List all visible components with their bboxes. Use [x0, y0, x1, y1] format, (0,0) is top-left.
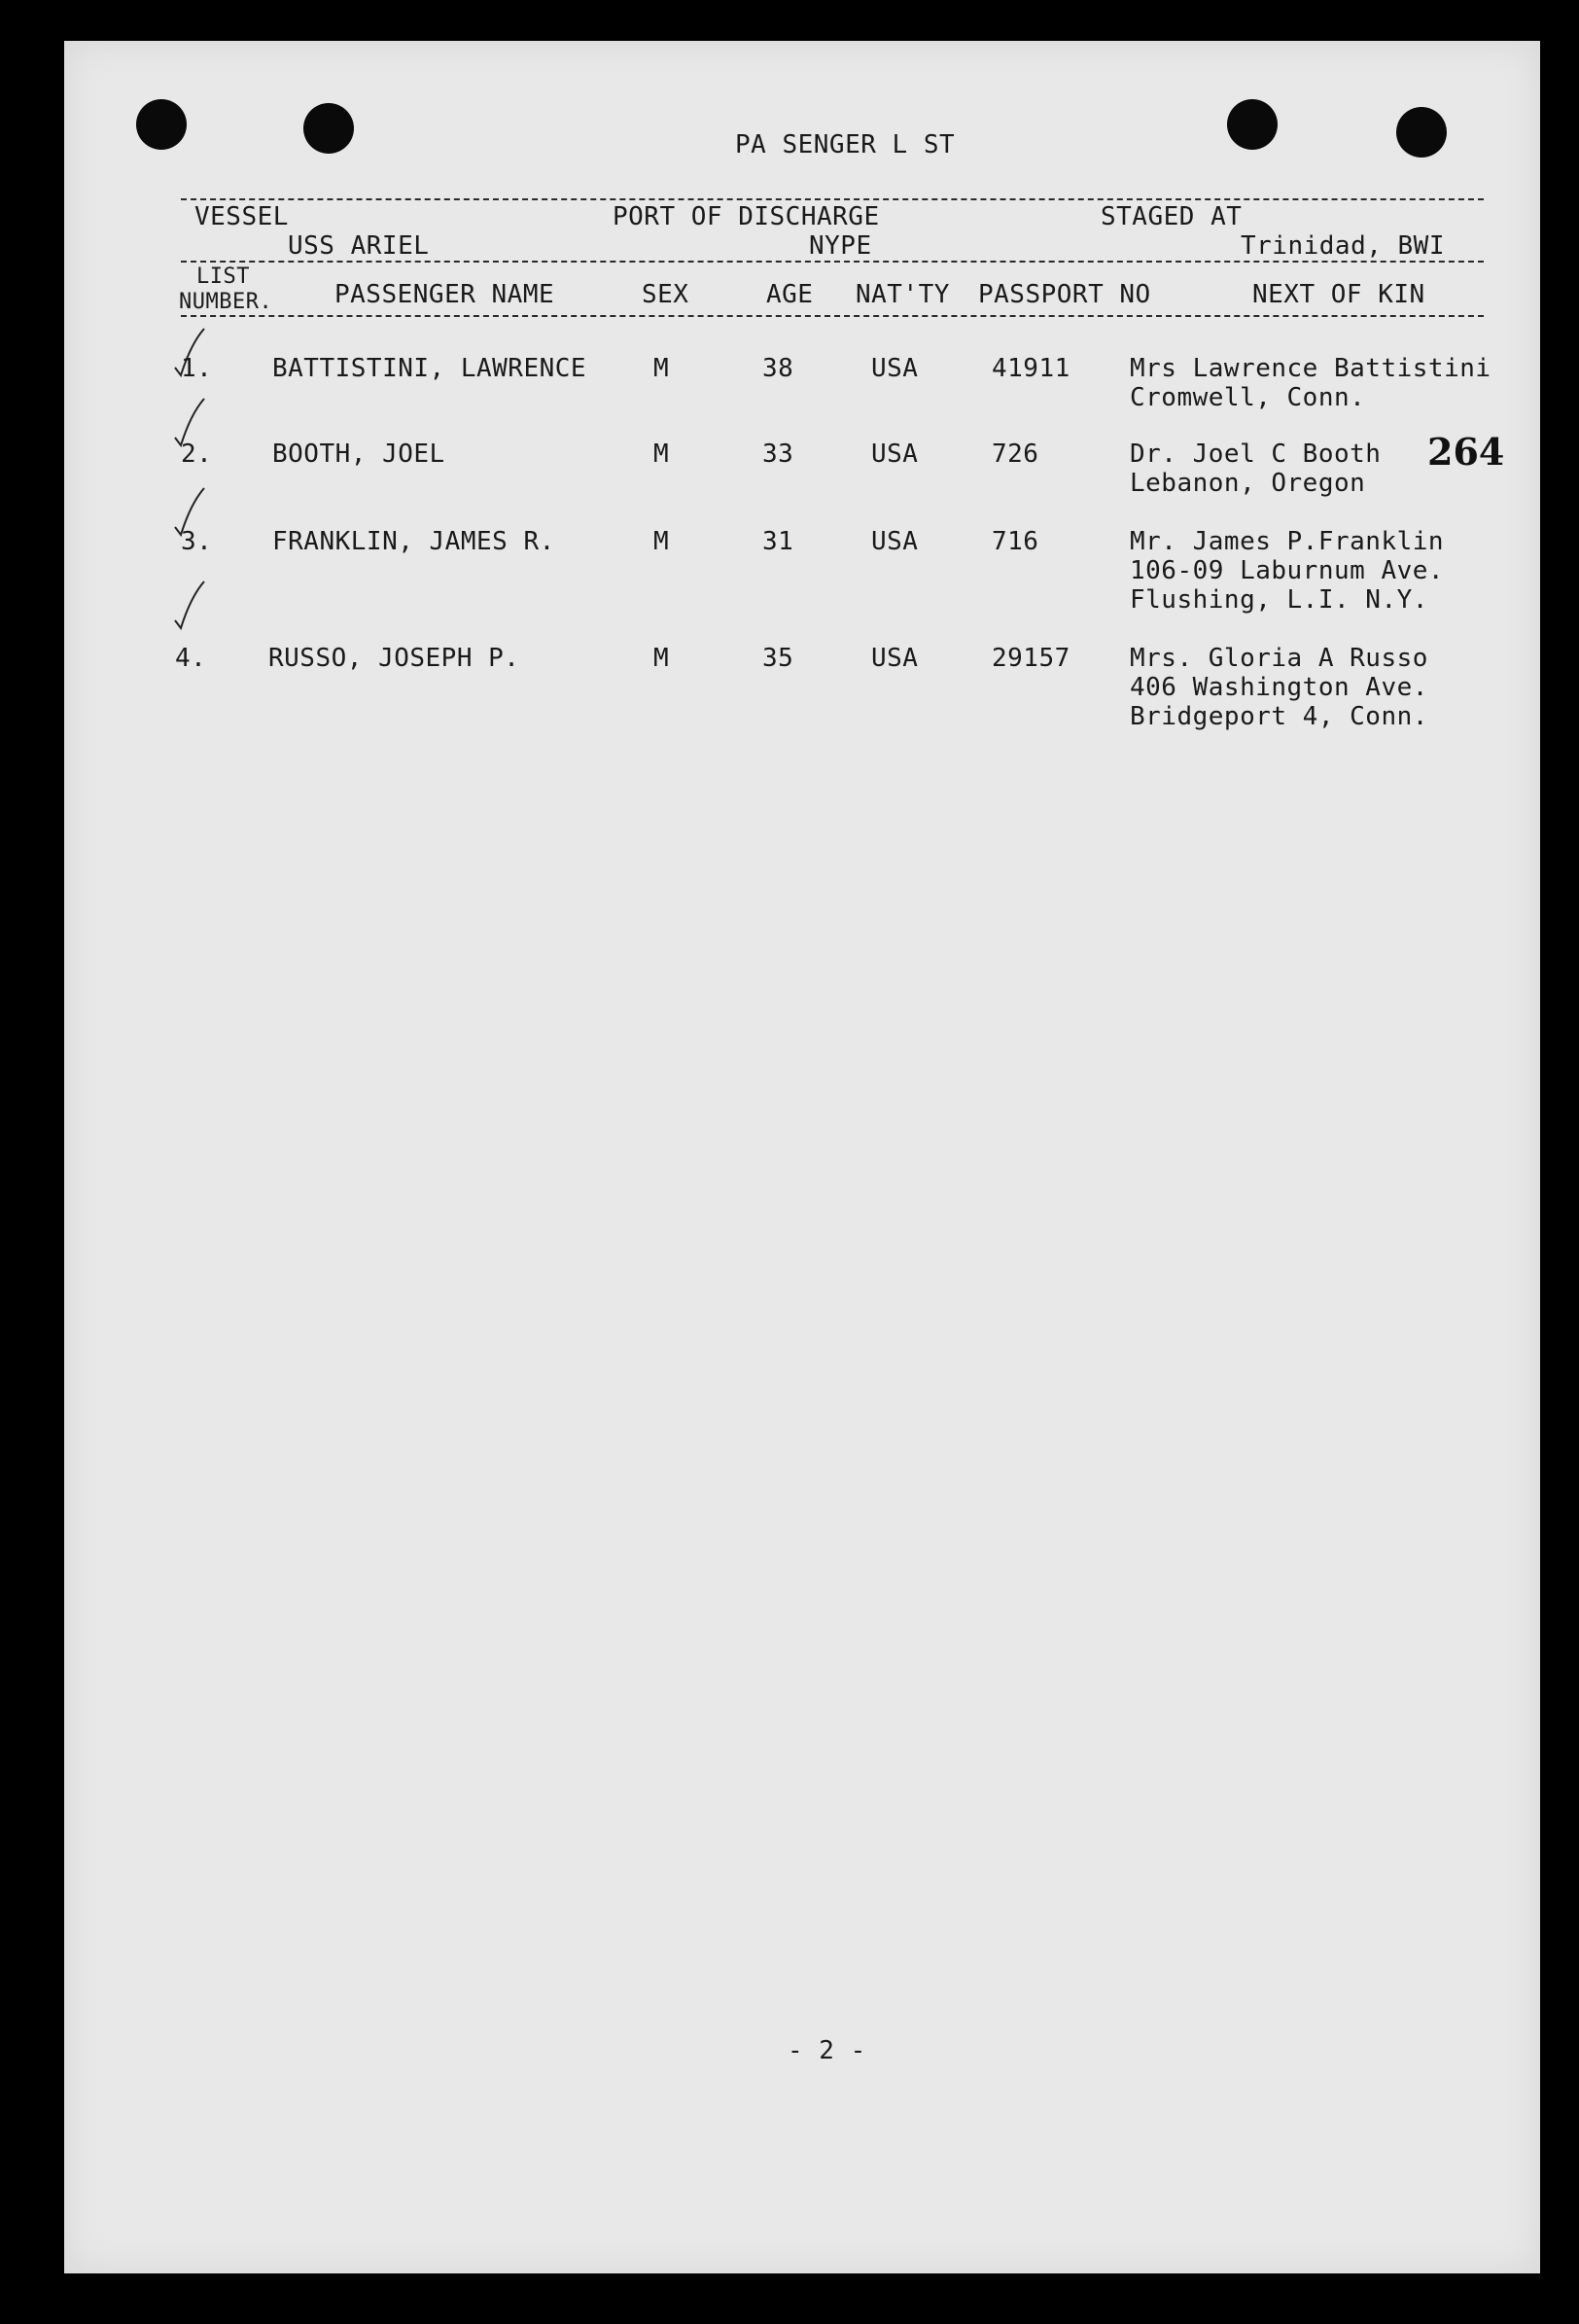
header-value-rule: [181, 261, 1484, 263]
passenger-passport: 726: [992, 440, 1039, 469]
column-passenger-name: PASSENGER NAME: [334, 280, 555, 309]
column-passport: PASSPORT NO: [978, 280, 1151, 309]
punch-hole-left-2: [303, 103, 354, 154]
next-of-kin-line-1: Dr. Joel C Booth: [1130, 440, 1382, 469]
next-of-kin-line-2: 406 Washington Ave.: [1130, 673, 1428, 702]
passenger-number: 1.: [181, 354, 213, 383]
header-top-rule: [181, 198, 1484, 200]
passenger-number: 3.: [181, 527, 213, 556]
punch-hole-right-2: [1396, 107, 1447, 158]
passenger-name: BOOTH, JOEL: [272, 440, 445, 469]
passenger-nationality: USA: [871, 440, 919, 469]
passenger-age: 38: [762, 354, 794, 383]
passenger-nationality: USA: [871, 354, 919, 383]
next-of-kin-line-1: Mrs. Gloria A Russo: [1130, 644, 1428, 673]
column-header-rule: [181, 315, 1484, 317]
passenger-sex: M: [653, 440, 670, 469]
passenger-age: 33: [762, 440, 794, 469]
passenger-nationality: USA: [871, 644, 919, 673]
next-of-kin-line-1: Mr. James P.Franklin: [1130, 527, 1445, 556]
column-list-number-2: NUMBER.: [179, 290, 273, 314]
passenger-nationality: USA: [871, 527, 919, 556]
column-nationality: NAT'TY: [856, 280, 950, 309]
next-of-kin-line-1: Mrs Lawrence Battistini: [1130, 354, 1491, 383]
column-age: AGE: [766, 280, 814, 309]
passenger-number: 2.: [181, 440, 213, 469]
next-of-kin-line-2: Lebanon, Oregon: [1130, 469, 1366, 498]
column-sex: SEX: [642, 280, 689, 309]
document-title: PA SENGER L ST: [735, 130, 956, 159]
stamp-number: 264: [1427, 430, 1505, 474]
column-next-of-kin: NEXT OF KIN: [1252, 280, 1425, 309]
vessel-value: USS ARIEL: [288, 231, 430, 261]
passenger-sex: M: [653, 527, 670, 556]
checkmark-icon: [171, 578, 210, 636]
document-page: [64, 41, 1540, 2273]
passenger-number: 4.: [175, 644, 207, 673]
passenger-sex: M: [653, 354, 670, 383]
passenger-age: 35: [762, 644, 794, 673]
port-value: NYPE: [809, 231, 872, 261]
vessel-label: VESSEL: [194, 202, 289, 231]
next-of-kin-line-3: Flushing, L.I. N.Y.: [1130, 585, 1428, 615]
passenger-passport: 41911: [992, 354, 1070, 383]
punch-hole-left-1: [136, 99, 187, 150]
column-list-number-1: LIST: [196, 264, 250, 289]
passenger-age: 31: [762, 527, 794, 556]
page-number: - 2 -: [788, 2036, 866, 2065]
staged-value: Trinidad, BWI: [1241, 231, 1445, 261]
passenger-name: FRANKLIN, JAMES R.: [272, 527, 555, 556]
passenger-sex: M: [653, 644, 670, 673]
passenger-passport: 716: [992, 527, 1039, 556]
passenger-name: BATTISTINI, LAWRENCE: [272, 354, 587, 383]
staged-label: STAGED AT: [1101, 202, 1243, 231]
next-of-kin-line-2: 106-09 Laburnum Ave.: [1130, 556, 1445, 585]
next-of-kin-line-2: Cromwell, Conn.: [1130, 383, 1366, 412]
passenger-name: RUSSO, JOSEPH P.: [268, 644, 520, 673]
punch-hole-right-1: [1227, 99, 1278, 150]
passenger-passport: 29157: [992, 644, 1070, 673]
next-of-kin-line-3: Bridgeport 4, Conn.: [1130, 702, 1428, 731]
port-label: PORT OF DISCHARGE: [613, 202, 880, 231]
